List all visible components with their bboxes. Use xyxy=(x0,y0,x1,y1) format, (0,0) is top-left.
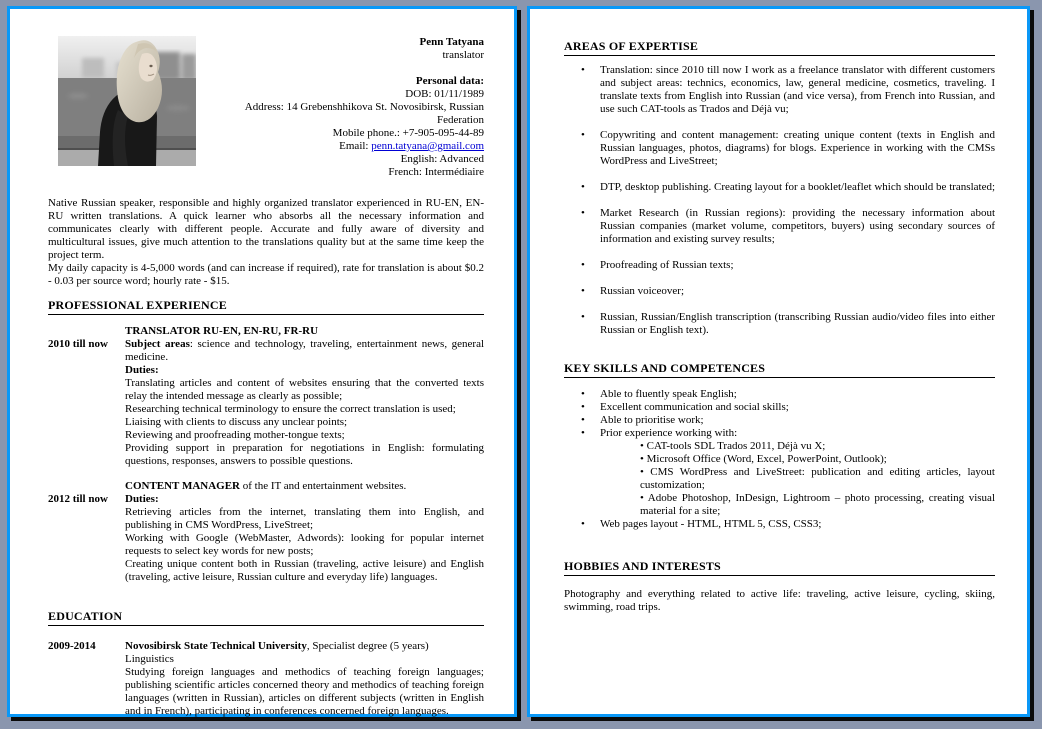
portrait-photo xyxy=(58,36,196,166)
section-heading-hobbies: HOBBIES AND INTERESTS xyxy=(564,559,995,576)
education-details xyxy=(125,640,484,718)
education-line: Novosibirsk State Technical University, Specialist degree (5 years) xyxy=(125,640,429,652)
skill-sub-bullet: • CMS WordPress and LiveStreet: publication and editing articles, layout customization; xyxy=(640,466,995,491)
english-level-line: English: Advanced xyxy=(400,153,484,165)
expertise-list xyxy=(564,64,995,337)
expertise-bullet: • Market Research (in Russian regions): providing the necessary information about Russian companies (market volume, competitors, buyers) using secondary sources of information and existing survey results; xyxy=(564,207,995,246)
experience-job xyxy=(48,480,484,584)
job-detail-line: Reviewing and proofreading mother-tongue texts; xyxy=(125,429,345,441)
email-line xyxy=(196,140,484,153)
education-entry xyxy=(48,640,484,718)
job-detail-line: Subject areas: science and technology, traveling, entertainment news, general medicine. xyxy=(125,338,485,363)
skill-bullet: • Excellent communication and social skills; xyxy=(564,401,995,414)
education-date: 2009-2014 xyxy=(48,640,96,652)
person-role: translator xyxy=(442,49,484,61)
job-detail-line: Creating unique content both in Russian (traveling, active leisure) and English (traveling, active leisure, Russian culture and everyday life) languages. xyxy=(125,558,484,583)
experience-entries xyxy=(48,325,484,584)
skill-sub-bullet: • Adobe Photoshop, InDesign, Lightroom – photo processing, creating visual material for a site; xyxy=(640,492,995,517)
job-detail-line: Providing support in preparation for negotiations in English: formulating questions, responses, answers to possible questions. xyxy=(125,442,484,467)
personal-data-label: Personal data: xyxy=(415,75,484,87)
address-line: Address: 14 Grebenshhikova St. Novosibirsk, Russian Federation xyxy=(244,101,484,126)
resume-page-2 xyxy=(527,6,1030,717)
email-label: Email: xyxy=(339,140,372,152)
skill-bullet: • Web pages layout - HTML, HTML 5, CSS, CSS3; xyxy=(564,518,995,531)
skill-sub-bullet: • Microsoft Office (Word, Excel, PowerPoint, Outlook); xyxy=(640,453,887,465)
education-line: Linguistics xyxy=(125,653,174,665)
job-body xyxy=(125,325,484,468)
job-detail-line: Working with Google (WebMaster, Adwords): looking for popular internet requests to select key words for new posts; xyxy=(125,532,484,557)
job-detail-line: Duties: xyxy=(125,493,159,505)
page1-header xyxy=(48,36,484,179)
expertise-bullet: • Proofreading of Russian texts; xyxy=(564,259,995,272)
experience-job xyxy=(48,325,484,468)
expertise-bullet: • DTP, desktop publishing. Creating layout for a booklet/leaflet which should be translated; xyxy=(564,181,995,194)
skill-bullet: • Able to prioritise work; xyxy=(564,414,995,427)
section-heading-key-skills: KEY SKILLS AND COMPETENCES xyxy=(564,361,995,378)
job-detail-line: Duties: xyxy=(125,364,159,376)
skill-bullet: • Prior experience working with: xyxy=(564,427,995,440)
job-title: CONTENT MANAGER of the IT and entertainment websites. xyxy=(125,480,407,492)
expertise-bullet: • Russian voiceover; xyxy=(564,285,995,298)
dob-line: DOB: 01/11/1989 xyxy=(405,88,484,100)
expertise-bullet: • Russian, Russian/English transcription (transcribing Russian audio/video files into either Russian or English text). xyxy=(564,311,995,337)
phone-line: Mobile phone.: +7-905-095-44-89 xyxy=(332,127,484,139)
french-level-line: French: Intermédiaire xyxy=(388,166,484,178)
skill-sub-bullet: • CAT-tools SDL Trados 2011, Déjà vu X; xyxy=(640,440,826,452)
expertise-bullet: • Copywriting and content management: creating unique content (texts in English and Russian languages, photos, diagrams) for blogs. Experience in working with the CMSs WordPress and LiveStreet; xyxy=(564,129,995,168)
resume-page-1 xyxy=(7,6,517,717)
job-detail-line: Researching technical terminology to ensure the correct translation is used; xyxy=(125,403,456,415)
person-name: Penn Tatyana xyxy=(419,36,484,48)
job-date: 2012 till now xyxy=(48,493,108,505)
job-detail-line: Translating articles and content of websites ensuring that the converted texts relay the intended message as clearly as possible; xyxy=(125,377,484,402)
section-heading-education: EDUCATION xyxy=(48,609,484,626)
summary-paragraph: Native Russian speaker, responsible and highly organized translator experienced in RU-EN, EN-RU written translations. A quick learner who absorbs all the necessary information and communicates clearly with different people. Accurate and fully aware of diversity and multicultural issues, give much attention to the translations quality but at the same time keep the project term. xyxy=(48,197,484,261)
section-heading-areas-of-expertise: AREAS OF EXPERTISE xyxy=(564,39,995,56)
contact-block xyxy=(196,36,484,179)
job-date: 2010 till now xyxy=(48,338,108,350)
summary-paragraph: My daily capacity is 4-5,000 words (and can increase if required), rate for translation is about $0.2 - 0.03 per source word; hourly rate - $15. xyxy=(48,262,484,287)
skills-list xyxy=(564,388,995,531)
email-link[interactable]: penn.tatyana@gmail.com xyxy=(371,140,484,152)
job-detail-line: Retrieving articles from the internet, translating them into English, and publishing in CMS WordPress, LiveStreet; xyxy=(125,506,484,531)
job-title: TRANSLATOR RU-EN, EN-RU, FR-RU xyxy=(125,325,319,337)
education-line: Studying foreign languages and methodics of teaching foreign languages; publishing scientific articles concerned theory and methodics of teaching foreign languages (written in Russian), articles on different subjects (written in English and in French), participating in conferences concerned foreign languages. xyxy=(125,666,484,717)
job-detail-line: Liaising with clients to discuss any unclear points; xyxy=(125,416,348,428)
expertise-bullet: • Translation: since 2010 till now I work as a freelance translator with different customers and subject areas: technics, economics, law, general medicine, cosmetics, traveling. I translate texts from English into Russian (and vice versa), from French into Russian, and use such CAT-tools as Trados and Déjà vu; xyxy=(564,64,995,116)
hobbies-paragraph: Photography and everything related to active life: traveling, active leisure, cycling, skiing, swimming, road trips. xyxy=(564,588,995,613)
section-heading-professional-experience: PROFESSIONAL EXPERIENCE xyxy=(48,298,484,315)
job-body xyxy=(125,480,484,584)
summary-paragraphs xyxy=(48,197,484,288)
skill-bullet: • Able to fluently speak English; xyxy=(564,388,995,401)
